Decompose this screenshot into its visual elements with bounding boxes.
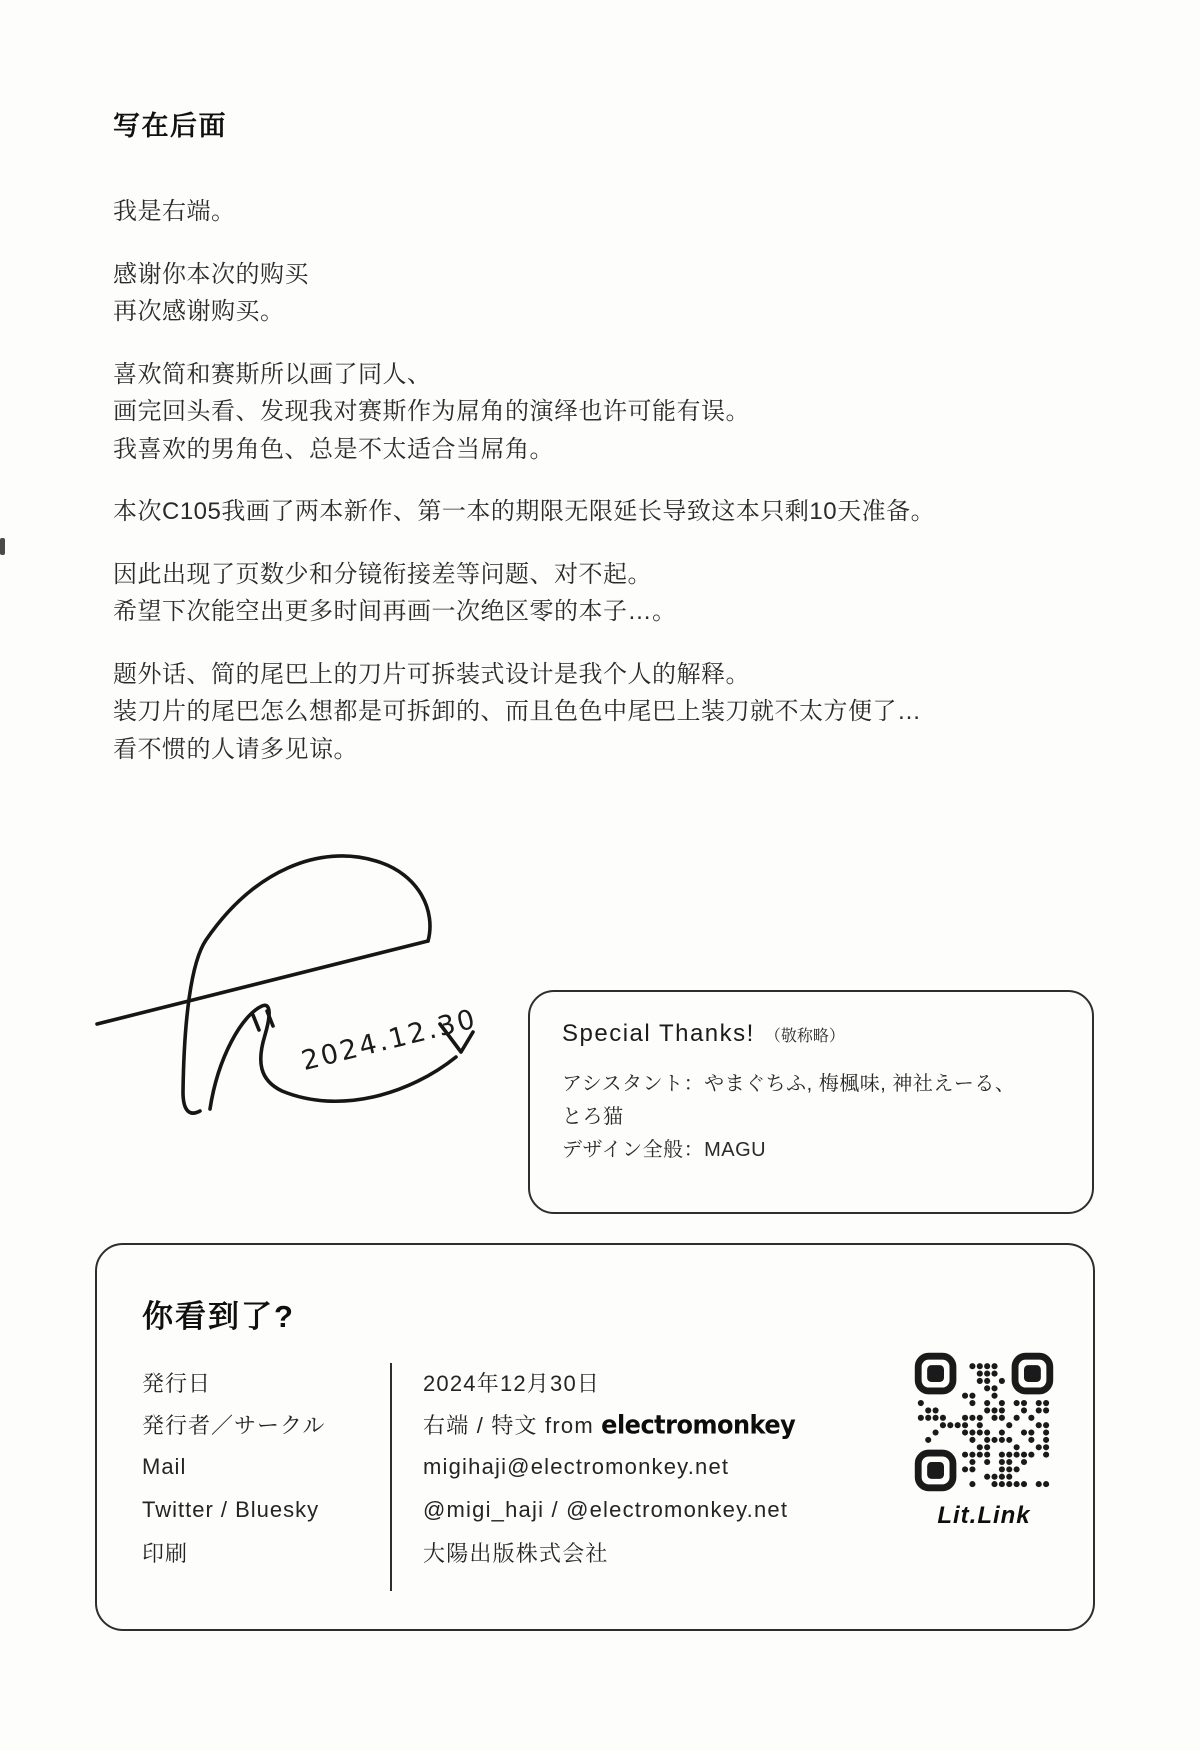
special-thanks-title-row xyxy=(562,1020,1060,1048)
qr-code xyxy=(914,1352,1054,1492)
signature-underline-stroke xyxy=(97,941,428,1024)
row-label: 発行者／サークル xyxy=(142,1413,326,1439)
paragraph xyxy=(113,656,1103,769)
special-thanks-title: Special Thanks! xyxy=(562,1020,755,1047)
colophon-heading: 你看到了? xyxy=(142,1299,295,1334)
colophon-box xyxy=(95,1243,1095,1631)
row-label: 印刷 xyxy=(142,1541,189,1567)
paragraph xyxy=(113,193,1103,231)
text-line: 希望下次能空出更多时间再画一次绝区零的本子…。 xyxy=(113,598,677,625)
special-thanks-note: （敬称略） xyxy=(764,1028,845,1045)
row-value: 大陽出版株式会社 xyxy=(423,1541,609,1567)
special-thanks-line: とろ猫 xyxy=(562,1106,624,1128)
special-thanks-line: アシスタント：やまぐちふ, 梅楓味, 神社えーる、 xyxy=(562,1073,1016,1095)
page-title: 写在后面 xyxy=(113,111,227,141)
text-line: 画完回头看、发现我对赛斯作为屌角的演绎也许可能有误。 xyxy=(113,398,750,425)
paragraph xyxy=(113,556,1103,631)
text-line: 题外话、简的尾巴上的刀片可拆装式设计是我个人的解释。 xyxy=(113,660,750,688)
signature-tick-mark xyxy=(253,1015,259,1030)
row-value: 2024年12月30日 xyxy=(423,1370,601,1396)
text-line: 因此出现了页数少和分镜衔接差等问题、对不起。 xyxy=(113,560,652,588)
text-line: 我是右端。 xyxy=(113,198,236,225)
afterword-text xyxy=(113,104,1103,793)
table-row xyxy=(142,1361,902,1404)
signature-drawing xyxy=(58,762,488,1152)
text-line: 感谢你本次的购买 xyxy=(113,260,309,288)
text-line: 喜欢简和赛斯所以画了同人、 xyxy=(113,360,432,388)
row-value: migihaji@electromonkey.net xyxy=(423,1454,730,1480)
table-row xyxy=(142,1531,902,1574)
qr-caption: Lit.Link xyxy=(937,1502,1031,1529)
electromonkey-logo: electromonkey xyxy=(601,1410,796,1441)
circle-credit: 右端 / 特文 from xyxy=(423,1413,602,1439)
text-line: 看不惯的人请多见谅。 xyxy=(113,735,358,763)
signature-date: 2024.12.30 xyxy=(298,1003,481,1077)
scan-artifact xyxy=(0,538,5,555)
paragraph xyxy=(113,256,1103,331)
text-line: 本次C105我画了两本新作、第一本的期限无限延长导致这本只剩10天准备。 xyxy=(113,498,936,525)
colophon-table xyxy=(142,1361,902,1574)
paragraph xyxy=(113,493,1103,531)
text-line: 再次感谢购买。 xyxy=(113,298,285,325)
row-label: 発行日 xyxy=(142,1370,212,1396)
row-value: @migi_haji / @electromonkey.net xyxy=(423,1497,789,1523)
qr-block xyxy=(913,1352,1055,1530)
text-line: 我喜欢的男角色、总是不太适合当屌角。 xyxy=(113,435,554,463)
text-line: 装刀片的尾巴怎么想都是可拆卸的、而且色色中尾巴上装刀就不太方便了… xyxy=(113,698,922,725)
table-row xyxy=(142,1404,902,1447)
row-label: Twitter / Bluesky xyxy=(142,1497,320,1523)
row-value xyxy=(390,1409,795,1440)
special-thanks-box xyxy=(528,990,1094,1214)
paragraph xyxy=(113,356,1103,469)
special-thanks-line: デザイン全般：MAGU xyxy=(562,1139,767,1161)
row-label: Mail xyxy=(142,1454,187,1480)
table-row xyxy=(142,1489,902,1532)
table-row xyxy=(142,1446,902,1489)
